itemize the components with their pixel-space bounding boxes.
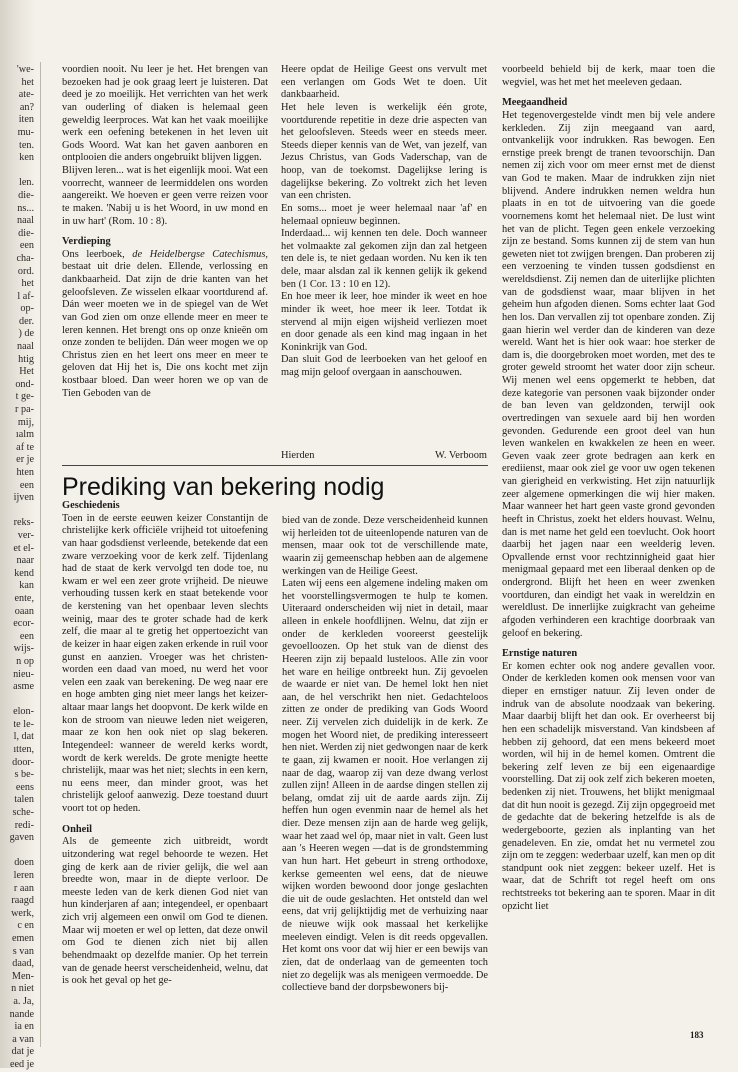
fragment-line: t ge- <box>15 391 34 403</box>
paragraph: Dan sluit God de leerboeken van het geloof en mag mijn geloof overgaan in aanschouwen. <box>281 354 487 378</box>
fragment-line: er je <box>16 454 34 466</box>
fragment-line: kend <box>14 567 34 579</box>
section-heading-geschiedenis: Geschiedenis <box>62 500 120 511</box>
fragment-line: mu- <box>17 126 34 138</box>
column-2-bottom <box>282 515 488 995</box>
fragment-line: ia en <box>14 1021 34 1033</box>
paragraph: voordien nooit. Nu leer je het. Het brengen van bezoeken had je ook graag leert je luisteren. Dat deed je zo moeilijk. Het verrichten van het werk van ouderling of diaken is helemaal geen geweldig leerproces. Wat kan het vaak moeilijke werk een oefening betekenen in het leven uit Gods Woord. Wat kan het gaven aanboren en ontplooien die anders ongebruikt blijven liggen. <box>62 64 268 164</box>
previous-page-fragments <box>0 64 36 1070</box>
fragment-line: eed je <box>9 1058 34 1070</box>
paragraph: Inderdaad... wij kennen ten dele. Doch wanneer het volmaakte zal gekomen zijn dan zal hetgeen ten dele is, te niet gedaan worden. Nu ken ik ten dele, maar alsdan zal ik kennen gelijk ik gekend ben (1 Cor. 13 : 10 en 12). <box>281 228 487 290</box>
fragment-line: ond- <box>15 378 34 390</box>
fragment-line: daad, <box>12 958 34 970</box>
fragment-line: mij, <box>17 416 34 428</box>
fragment-line: emen <box>11 932 34 944</box>
fragment-line: ıalm <box>15 429 34 441</box>
column-1-top <box>62 64 268 400</box>
fragment-line: nande <box>9 1008 34 1020</box>
fragment-line: der. <box>19 315 34 327</box>
signature-place: Hierden <box>281 450 315 461</box>
section-heading-onheil: Onheil <box>62 823 93 835</box>
fragment-line: kan <box>19 580 34 592</box>
fragment-line: ns... <box>17 202 34 214</box>
fragment-line: l af- <box>17 290 34 302</box>
fragment-line <box>0 694 36 707</box>
fragment-line <box>0 505 36 518</box>
fragment-line <box>0 165 36 178</box>
fragment-line: doen <box>14 857 34 869</box>
section-heading-ernstige-naturen: Ernstige naturen <box>502 648 578 660</box>
paragraph-meegaandheid: Het tegenovergestelde vindt men bij vele andere kerkleden. Zij zijn meegaand van aard, ontvankelijk voor indrukken. Ras bewogen. Een ernstige preek brengt de tranen tevoorschijn. Dan nemen zij zich voor om meer ernst met de dienst van God te maken. Maar de indrukken zijn niet blijvend. Andere indrukken nemen weldra hun plaats in en tot de uitvoering van die goede voornemens komt het helemaal niet. De lust wint het van de plicht. Tegen geen enkele verzoeking zijn ze bestand. Soms kunnen zij de stem van hun geweten niet tot zwijgen brengen. Dan proberen zij een verzoening te vinden tussen godsdienst en wereldsdienst. Zij nemen dan de uiterlijke plichten van de godsdienst waar, maar blijven in het geheim hun afgoden dienen. Soms echter laat God hen los. Dan vervallen zij tot openbare zonden. Zij gaan hierin wel verder dan de kinderen van deze wereld. Want het is hier ook waar: hoe sterker de dam is, die doorgebroken moet worden, met des te groter geweld stroomt het water door zijn scheur. Wij menen wel eens opgemerkt te hebben, dat deze kategorie van personen vaak bijzonder onder de ban leven van geldzonden, terwijl ook overtredingen van sexuele aard bij hen worden gevonden. Gedurende een groot deel van hun leven wankelen en kwakkelen ze heen en weer. Geven vaak zeer grote bedragen aan kerk en erediienst, maar ook ziel ge voor uw ogen tekenen van gierigheid en verkwisting. Het zijn natuurlijk zeer algemene opmerkingen die wij hier maken. Maar wanneer het hart geen vaste grond gevonden heeft in Christus, zoekt het elders houvast. Welnu, dan is met name het geld een toevlucht. Ook hoort daarbij het jagen naar een weelderig leven. Opvallende ernst voor rechtzinnigheid gaat hier menigmaal gepaard met een liberaal denken op de ondergrond. Blijft het heen en weer zwenken voortduren, dan eindigt het vaak in wereldzin en wereldlust. De innerlijke zuigkracht van geheime afgoden verhinderen een krachtige doorbraak van geloof en bekering. <box>502 109 715 639</box>
fragment-line: a. Ja, <box>13 995 34 1007</box>
fragment-line: r pa- <box>15 404 34 416</box>
fragment-line: die- <box>18 227 34 239</box>
page-number: 183 <box>690 1030 704 1040</box>
fragment-line: het <box>21 76 34 88</box>
fragment-line: naal <box>17 341 34 353</box>
fragment-line: het <box>21 278 34 290</box>
signature-author: W. Verboom <box>435 450 487 461</box>
section-heading-meegaandheid: Meegaandheid <box>502 97 568 109</box>
fragment-line: Men- <box>11 970 34 982</box>
article-headline: Prediking van bekering nodig <box>62 473 385 501</box>
fragment-line: sche- <box>12 807 34 819</box>
fragment-line: 'we- <box>16 64 34 75</box>
fragment-line: ijven <box>13 492 34 504</box>
fragment-line: l, dat <box>13 731 34 743</box>
fragment-line: elon- <box>13 706 34 718</box>
fragment-line: te le- <box>13 718 34 730</box>
fragment-line: an? <box>19 101 34 113</box>
fragment-line: redi- <box>14 819 34 831</box>
section-heading-verdieping: Verdieping <box>62 236 111 248</box>
fragment-line: n niet <box>11 983 34 995</box>
paragraph: voorbeeld behield bij de kerk, maar toen die wegviel, was het met het meeleven gedaan. <box>502 64 715 88</box>
signature-line <box>281 450 487 463</box>
fragment-line: leren <box>13 870 34 881</box>
paragraph-geschiedenis: Toen in de eerste eeuwen keizer Constantijn de christelijke kerk officiële vrijheid tot uitoefening van haar godsdienst verleende, betekende dat een zware verzoeking voor de kerk zelf. Tijdenlang had de staat de kerk vervolgd ten dode toe, nu kwam er wel een zeer grote vrijheid. De nieuwe verhouding tussen kerk en staat betekende voor de kerstening van het openbaar leven slechts weinig, maar des te groter schade had de kerk zelf, die maar al te gretig het oppertoezicht van de keizer in haar eigen zaken erkende in ruil voor gunst en aanzien. Vroeger was het christen-worden een daad van moed, nu werd het voor velen een zaak van berekening. De weg naar ere en hoge ambten ging niet meer langs het keizer-altaar maar langs het doopvont. De kerk wilde en kon de stroom van nieuwe leden niet weigeren, maar ze kon hen ook niet op slag bekeren. Integendeel: wanneer de wereld kerks wordt, wordt de kerk werelds. De grote menigte heette christelijk, maar was het niet; slechts in een kern, nu eens meer, dan minder groot, was het christelijk geloof aanwezig. Deze toestand duurt voort tot op heden. <box>62 512 268 814</box>
paragraph: Heere opdat de Heilige Geest ons vervult met een verlangen om Gods Wet te doen. Uit dankbaarheid. <box>281 64 487 101</box>
fragment-line: werk, <box>11 907 34 919</box>
column-2-top <box>281 64 487 380</box>
fragment-line: naar <box>16 555 34 567</box>
column-1-bottom <box>62 500 268 988</box>
fragment-line: asme <box>13 681 34 693</box>
paragraph-verdieping <box>62 249 268 401</box>
fragment-line: wijs- <box>13 643 34 655</box>
fragment-line: s be- <box>14 769 34 781</box>
paragraph-onheil: Als de gemeente zich uitbreidt, wordt uitzondering wat regel behoorde te wezen. Het ging de kerk aan de rivier gelijk, die wel aan breedte won, maar in de diepte verloor. De meeste leden van de kerk dienen God niet van hun kinderjaren af aan; integendeel, er openbaart zich vrij algemeen een onwil om God te dienen. Maar wij moeten er wel op letten, dat deze onwil om God te dienen zich niet bij allen behendmaakt op dezelfde manier. Op het terrein van de genade heerst verscheidenheid, welnu, dat is ook het geval op het ge- <box>62 836 268 987</box>
paragraph: bied van de zonde. Deze verscheidenheid kunnen wij herleiden tot de uiteenlopende naturen van de mensen, maar ook tot de verschillende mate, waarin zij gemeenschap hebben aan de algemene werkingen van de Heilige Geest. <box>282 515 488 577</box>
fragment-line: een <box>19 630 34 642</box>
fragment-line: ) de <box>18 328 34 340</box>
fragment-line: reks- <box>13 517 34 529</box>
fragment-line: ten. <box>19 139 34 151</box>
fragment-line: n op <box>16 655 34 667</box>
fragment-line: hten <box>16 467 34 478</box>
fragment-line: af te <box>16 441 34 453</box>
fragment-line: door- <box>12 756 34 768</box>
text: bestaat uit drie delen. Ellende, verlossing en dankbaarheid. Dat zijn de drie kanten van het geloofsleven. Ze wisselen elkaar voortdurend af. Dán weer moeten we in de spiegel van de Wet van God zien om onze ellende meer en meer te leren kennen. Het brengt ons op onze knieën om onze zonden te belijden. Dán weer mogen we op Christus zien en het leert ons meer en meer te geloven dat Hij het is, Die ons kocht met zijn kostbaar bloed. Dan weer horen we op van de Tien Geboden van de <box>62 261 268 399</box>
fragment-line: ıtten, <box>13 744 34 756</box>
fragment-line: et el- <box>13 542 34 554</box>
article-separator <box>62 465 488 466</box>
paragraph: En soms... moet je weer helemaal naar 'af' en helemaal opnieuw beginnen. <box>281 202 487 227</box>
fragment-line: htig <box>18 353 34 365</box>
fragment-line: ver- <box>17 529 34 541</box>
fragment-line: iten <box>18 114 34 126</box>
fragment-line: a van <box>12 1033 34 1045</box>
fragment-line: cha- <box>16 252 34 264</box>
paragraph: En hoe meer ik leer, hoe minder ik weet en hoe minder ik weet, hoe meer ik leer. Totdat ik stervend al mijn eigen wijsheid verliezen moet en door genade als een kind mag ingaan in het Koninkrijk van God. <box>281 291 487 353</box>
fragment-line: een <box>19 479 34 491</box>
fragment-line: naal <box>17 215 34 227</box>
fragment-line: s van <box>12 945 34 957</box>
paragraph: Laten wij eens een algemene indeling maken om het voorstellingsvermogen te hulp te komen. Uiteraard onderscheiden wij niet in detail, maar alleen in enkele hoofdlijnen. Welnu, dat zijn er onder de kerkleden vooreerst geestelijk gevoelloozen. Op het stuk van de dienst des Heeren zijn zij bepaald lusteloos. Alle zin voor het ware en heilige ontbreekt hun. Zij gevoelen de waarde er niet van. De hemel lokt hen niet aan, de hel verschrikt hen niet. Gedachteloos zitten ze onder de prediking van Gods Woord neer. Zij vervelen zich duidelijk in de kerk. Ze mogen het Woord niet, de prediking interesseert hen niet. Werden zij niet gedwongen naar de kerk te gaan, zij kwamen er nooit. Hoe verlangen zij naar de dag, waarop zij van deze dwang verlost zullen zijn! Alleen in de aardse dingen stellen zij belang, omdat zij uit de aarde aards zijn. Zij heffen hun ogen evenmin naar de hemel als het dier. Deze mensen zijn aan de harde weg gelijk, waar het zaad wel óp, maar niet in valt. Geen lust aan 's Heeren wegen —dat is de grondstemming van hun hart. Het gebeurt in streng orthodoxe, kerkse gemeenten wel eens, dat de nieuwe wijken worden bewoond door jonge geslachten die uit de oude geslachten. Het ontsteld dan wel eens, dat vrij gelijktijdig met de verhuizing naar de nieuwe wijk ook massaal het kerkelijke meeleven eindigt. Velen is dit reeds opgevallen. Het komt ons voor dat wij hier er een bewijs van zien, dat de onderlaag van de gemeenten toch niet zo degelijk was als menigeen vermoedde. De collectieve band der dorpsbewoners bij- <box>282 578 489 994</box>
fragment-line: nieu- <box>13 668 34 680</box>
fragment-line: gaven <box>9 832 34 844</box>
fragment-line: ken <box>19 152 34 164</box>
fragment-line: talen <box>14 794 34 806</box>
paragraph: Het hele leven is werkelijk één grote, voortdurende repetitie in deze drie aspecten van het geloofsleven. Steeds weer en steeds meer. Steeds dieper kennis van de Wet, van jezelf, van Jezus Christus, van Gods Vaderschap, van de hoop, van de toekomst. Dagelijkse lering is dagelijkse bekering. Zo voltrekt zich het leven van een christen. <box>281 101 487 202</box>
paragraph-ernstige-naturen: Er komen echter ook nog andere gevallen voor. Onder de kerkleden komen ook mensen voor van dieper en ernstiger natuur. Zij leven onder de indruk van de absolute noodzaak van bekering. Maar daarbij blijft het dan ook. Er overheerst bij hen een schadelijk misverstand. Van kindsbeen af hebben zij gehoord, dat een mens bekeerd moet worden, wil hij in de hemel komen. Omtrent die bekering zelf leven ze bij een eigenaardige voorstelling. Dat zij ook zelf zich bekeren moeten, bedenken zij niet. Trouwens, het blijkt menigmaal dat dit hun nooit is gezegd. Zij zijn opgegroeid met de gedachte dat de bekering hetzelfde is als de wedergeboorte, gezien als inplanting van het genadeleven. En zie, omdat het nu vermetel zou zijn om te zeggen: wederbaar uzelf, kan men op dit standpunt ook niet zeggen: bekeer uzelf. Het is waar, dat de Schrift tot regel heeft om ons rechtstreeks tot bekering aan te sporen. Maar in dit opzicht liet <box>502 660 715 912</box>
fragment-line: oaan <box>14 605 34 617</box>
fragment-line: ate- <box>18 89 34 101</box>
fragment-line: len. <box>19 177 34 189</box>
fragment-line: eens <box>15 781 34 793</box>
fragment-line: ecor- <box>13 618 34 630</box>
fragment-line: Het <box>19 366 34 378</box>
book-title: de Heidelbergse Catechismus, <box>132 248 268 260</box>
column-divider <box>40 62 41 1047</box>
fragment-line: raagd <box>11 895 34 907</box>
fragment-line: ente, <box>14 592 34 604</box>
fragment-line: een <box>19 240 34 252</box>
column-3 <box>502 64 715 913</box>
fragment-line: op- <box>20 303 34 315</box>
fragment-line <box>0 845 36 858</box>
text: Ons leerboek, <box>62 248 133 260</box>
fragment-line: ord. <box>17 265 34 277</box>
paragraph: Blijven leren... wat is het eigenlijk mooi. Wat een voorrecht, wanneer de leermiddelen ons worden aangereikt. We hoeven er geen verre reizen voor te maken. 'Nabij u is het Woord, in uw mond en in uw hart' (Rom. 10 : 8). <box>62 165 268 227</box>
fragment-line: dat je <box>11 1046 34 1058</box>
fragment-line: r aan <box>13 882 34 894</box>
fragment-line: c en <box>17 920 34 932</box>
fragment-line: die- <box>18 189 34 201</box>
